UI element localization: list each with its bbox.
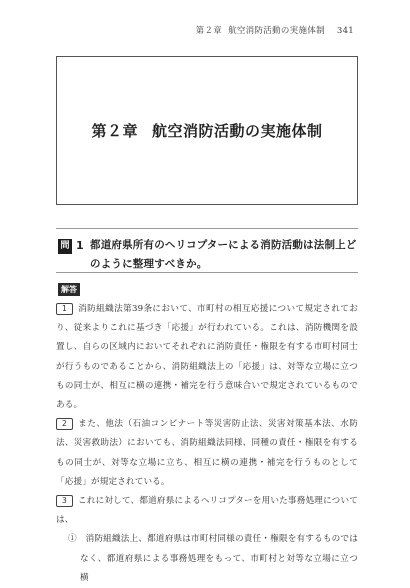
chapter-title: 航空消防活動の実施体制 <box>152 122 323 140</box>
paragraph-number-box: 3 <box>56 495 73 507</box>
question-badge: 問 <box>58 239 72 254</box>
chapter-heading <box>91 120 322 141</box>
running-header <box>190 24 354 36</box>
answer-body <box>56 300 358 588</box>
question-text: 都道府県所有のヘリコプターによる消防活動は法制上どのように整理すべきか。 <box>90 239 357 270</box>
paragraph-text: これに対して、都道府県によるヘリコプターを用いた事務処理については、 <box>56 496 358 526</box>
subitem-marker: ① <box>68 534 77 545</box>
header-chapter: 第２章 <box>195 26 223 36</box>
paragraph-text: また、他法（石油コンビナート等災害防止法、災害対策基本法、水防法、災害救助法）においても、消防組織法同様、同種の責任・権限を有するもの同士が、対等な立場に立ち、相互に横の連携・補完を行うものとして「応援」が規定されている。 <box>56 419 358 487</box>
answer-subitem-1 <box>56 530 358 588</box>
paragraph-number-box: 1 <box>56 303 73 315</box>
answer-paragraph-2 <box>56 415 358 492</box>
question-bottom-rule <box>56 272 358 273</box>
question-top-rule <box>56 228 358 229</box>
answer-paragraph-1 <box>56 300 358 415</box>
question-number: 1 <box>76 239 84 252</box>
answer-badge: 解答 <box>58 283 80 296</box>
answer-paragraph-3 <box>56 492 358 530</box>
chapter-title-box <box>56 56 358 205</box>
header-title: 航空消防活動の実施体制 <box>228 26 325 36</box>
paragraph-number-box: 2 <box>56 418 73 430</box>
paragraph-text: 消防組織法第39条において、市町村の相互応援について規定されており、従来よりこれに基づき「応援」が行われている。これは、消防機関を設置し、自らの区域内においてそれぞれに消防責任・権限を有する市町村同士が行うものであることから、消防組織法上の「応援」は、対等な立場に立つもの同士が、相互に横の連携・補完を行う意味合いで規定されているものである。 <box>56 304 358 411</box>
chapter-label: 第２章 <box>91 122 138 140</box>
page-number: 341 <box>336 26 354 36</box>
subitem-text: 消防組織法上、都道府県は市町村同様の責任・権限を有するものではなく、都道府県による事務処理をもって、市町村と対等な立場に立つ横 <box>80 534 358 583</box>
